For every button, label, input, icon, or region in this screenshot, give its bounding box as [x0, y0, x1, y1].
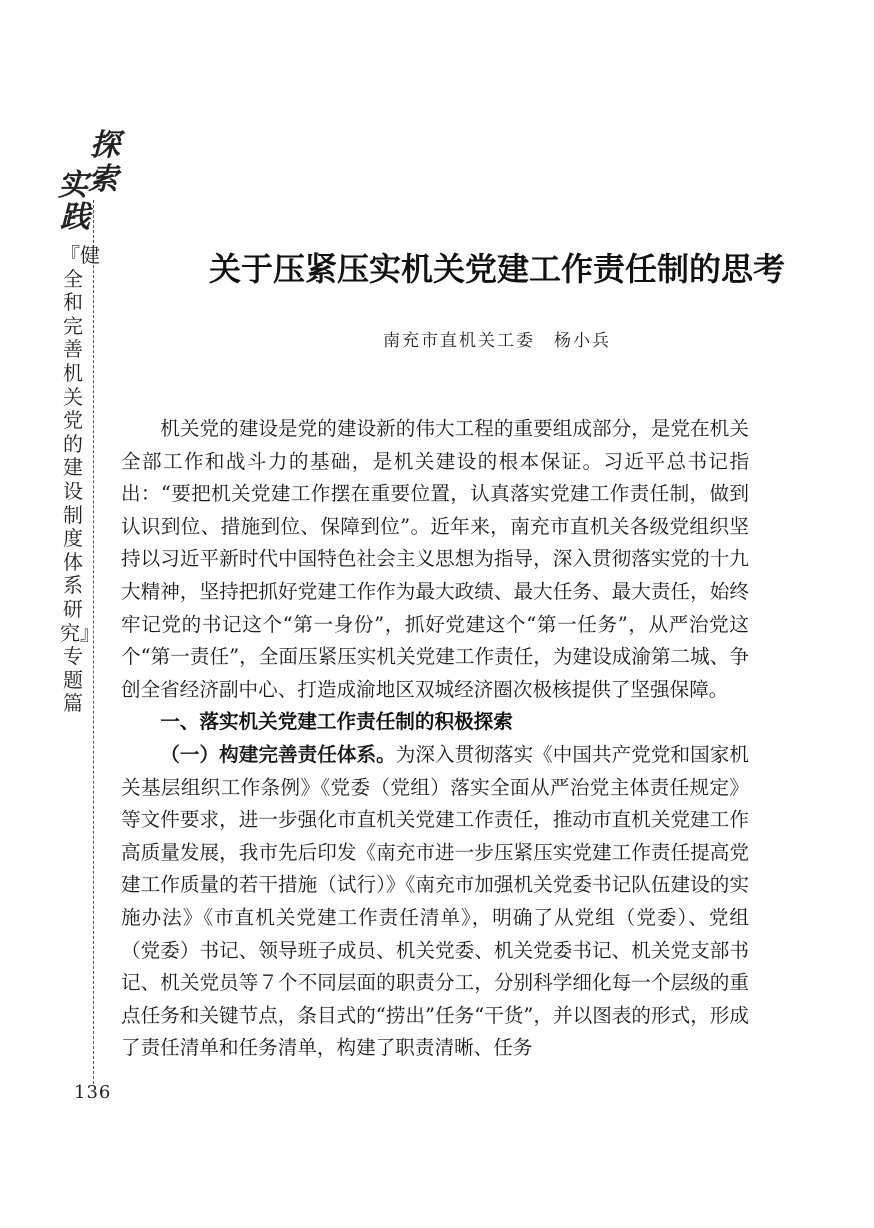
- subsection-text: 为深入贯彻落实《中国共产党党和国家机关基层组织工作条例》《党委（党组）落实全面从严治党主体责任规定》等文件要求，进一步强化市直机关党建工作责任，推动市直机关党建工作高质量发展，我市先后印发《南充市进一步压紧压实党建工作责任提高党建工作质量的若干措施（试行）》《南充市加强机关党委书记队伍建设的实施办法》《市直机关党建工作责任清单》，明确了从党组（党委）、党组（党委）书记、领导班子成员、机关党委、机关党委书记、机关党支部书记、机关党员等７个不同层面的职责分工，分别科学细化每一个层级的重点任务和关键节点，条目式的“捞出”任务“干货”，并以图表的形式，形成了责任清单和任务清单，构建了职责清晰、任务: [121, 742, 750, 1060]
- article-author: 南充市直机关工委 杨小兵: [383, 331, 611, 351]
- logo-char-2: 索: [88, 162, 118, 197]
- subsection-heading: （一）构建完善责任体系。: [160, 742, 396, 766]
- logo-char-3: 实: [58, 168, 88, 203]
- article-body: [121, 413, 749, 1065]
- article-title: 关于压紧压实机关党建工作责任制的思考: [208, 250, 785, 288]
- series-label: 『健全和完善机关党的建设制度体系研究』专题篇: [60, 243, 100, 716]
- logo-char-1: 探: [90, 128, 120, 163]
- page-number: 136: [74, 1082, 112, 1103]
- subsection-paragraph: [121, 739, 749, 1065]
- section-heading: 一、落实机关党建工作责任制的积极探索: [160, 710, 513, 734]
- logo-char-4: 践: [60, 200, 90, 235]
- column-logo: [56, 120, 120, 235]
- intro-paragraph: 机关党的建设是党的建设新的伟大工程的重要组成部分，是党在机关全部工作和战斗力的基础，是机关建设的根本保证。习近平总书记指出：“要把机关党建工作摆在重要位置，认真落实党建工作责任制，做到认识到位、措施到位、保障到位”。近年来，南充市直机关各级党组织坚持以习近平新时代中国特色社会主义思想为指导，深入贯彻落实党的十九大精神，坚持把抓好党建工作作为最大政绩、最大任务、最大责任，始终牢记党的书记这个“第一身份”，抓好党建这个“第一任务”，从严治党这个“第一责任”，全面压紧压实机关党建工作责任，为建设成渝第二城、争创全省经济副中心、打造成渝地区双城经济圈次极核提供了坚强保障。: [121, 417, 749, 701]
